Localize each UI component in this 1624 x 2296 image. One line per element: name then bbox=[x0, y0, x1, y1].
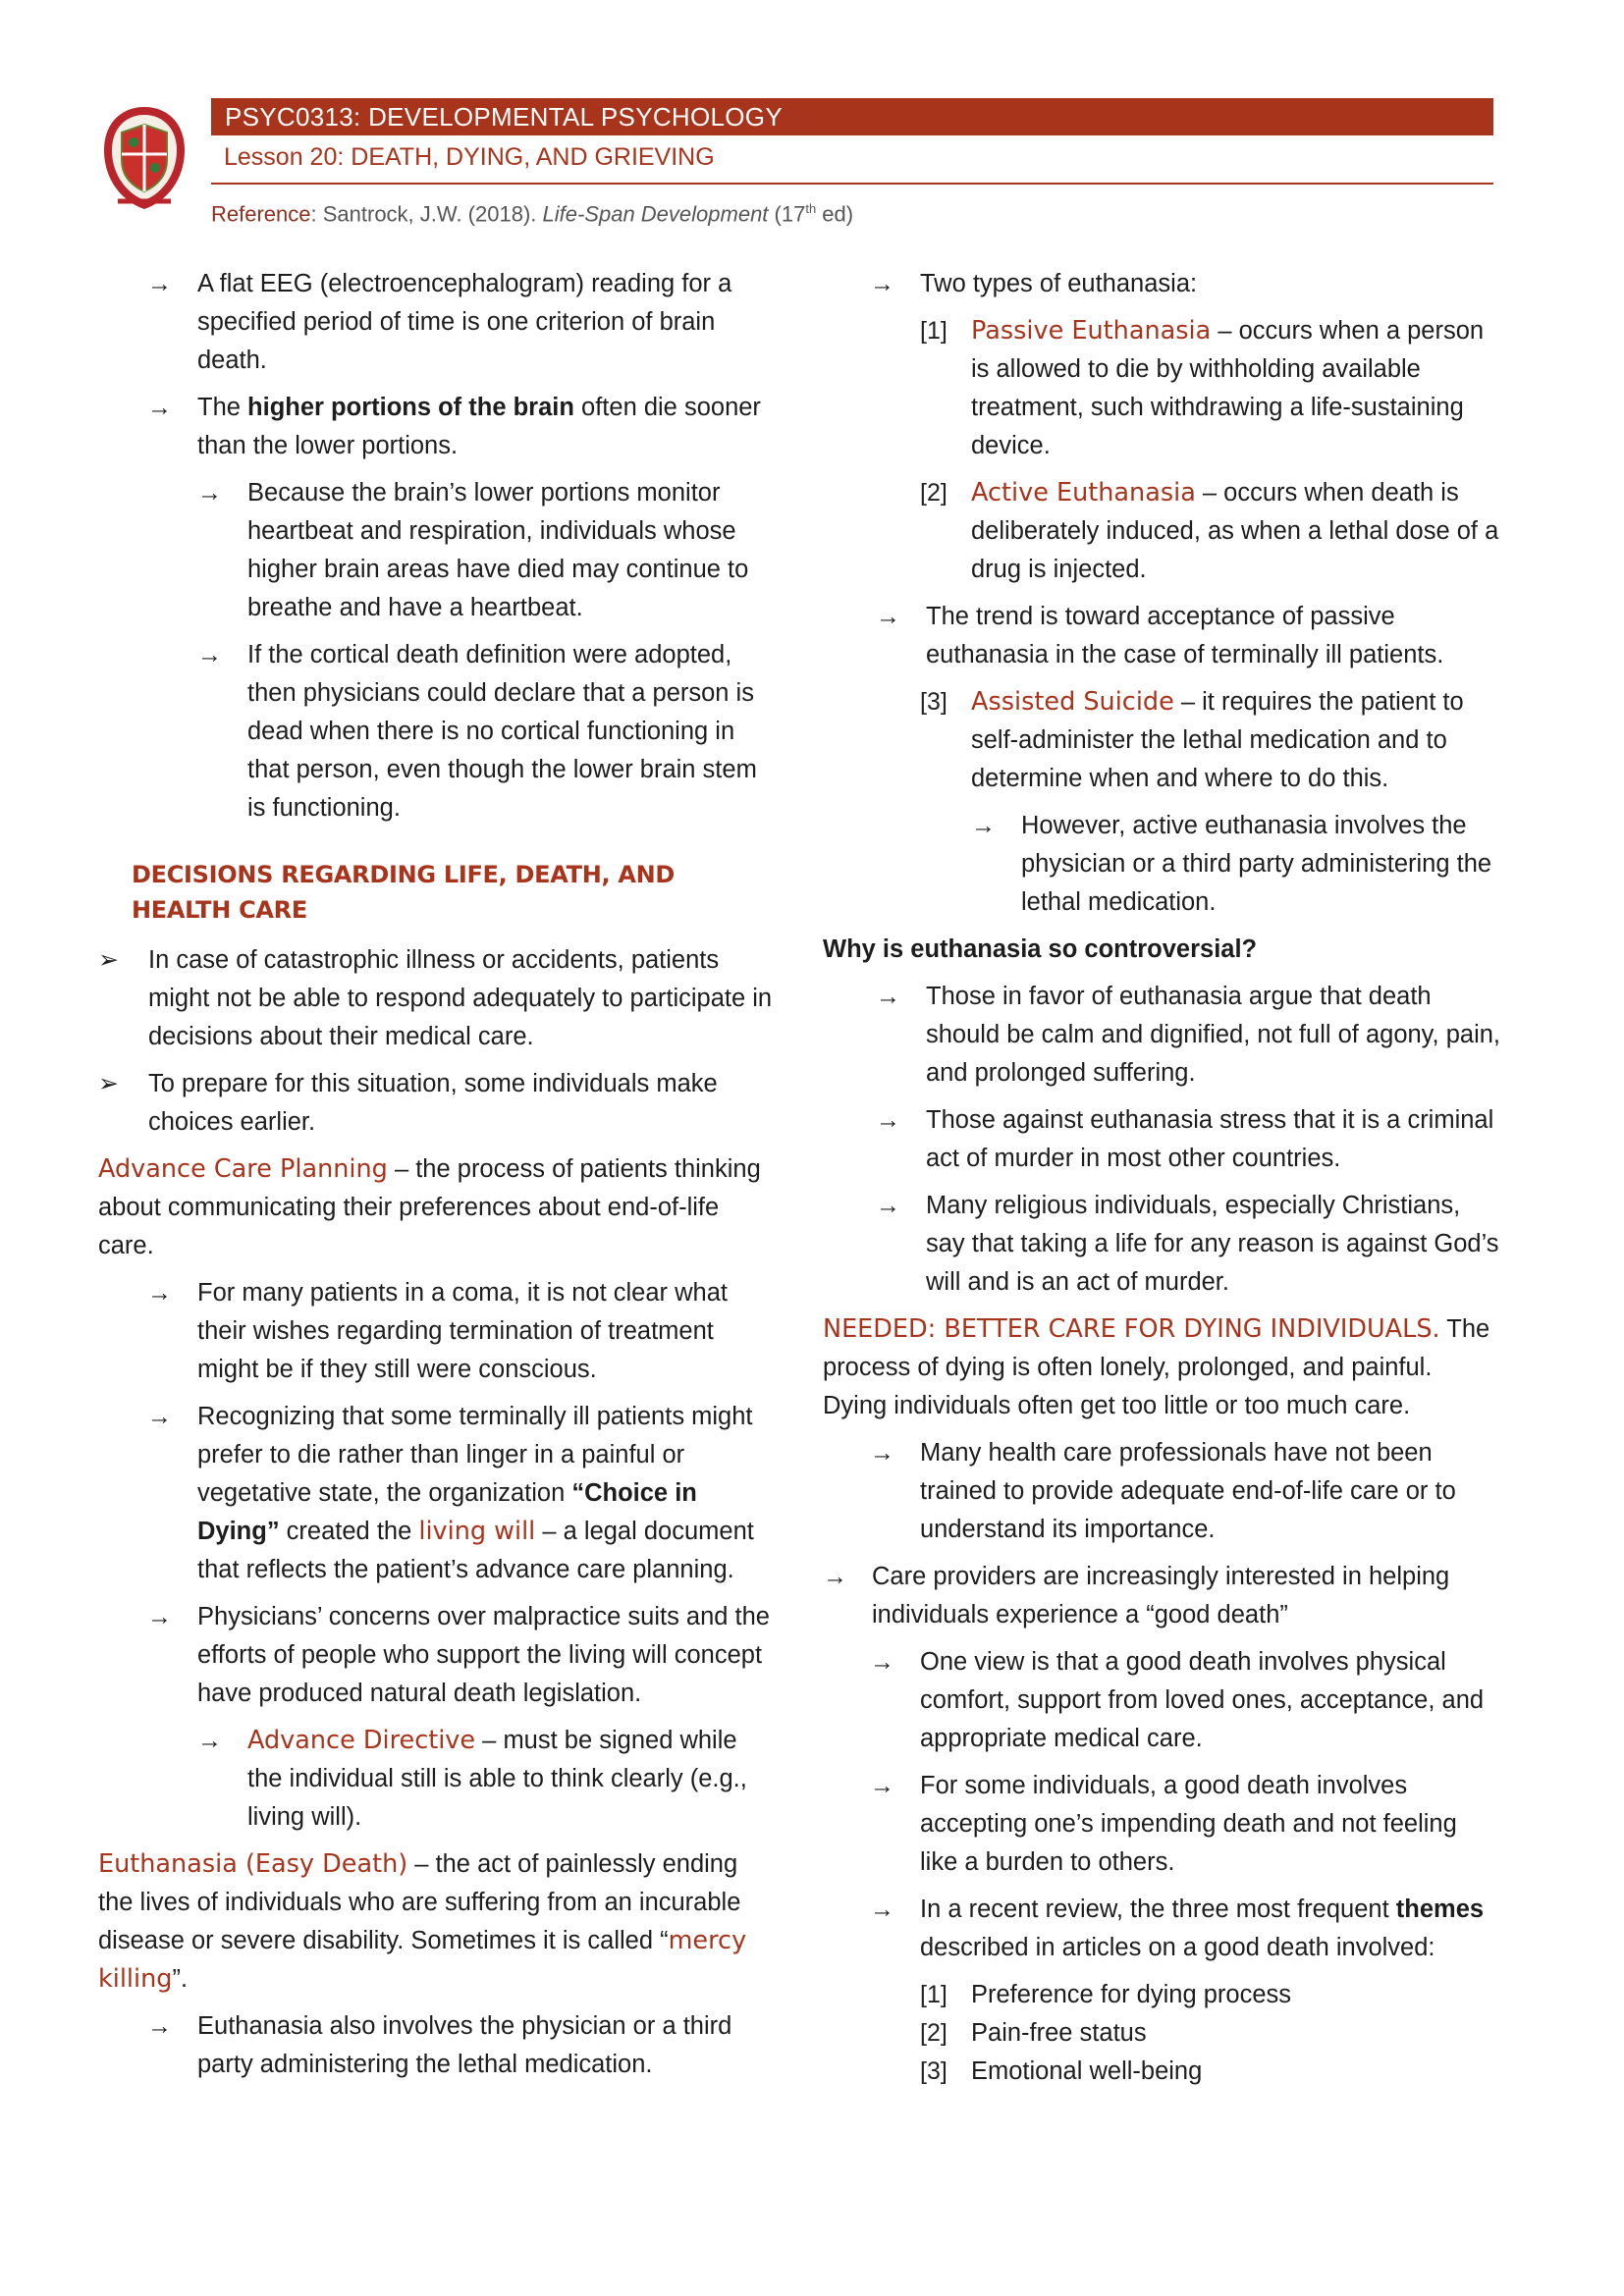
arrow-icon: → bbox=[870, 1896, 894, 1923]
list-item: → Those in favor of euthanasia argue that death should be calm and dignified, not full of agony, pain, and prolonged suffering. bbox=[823, 978, 1500, 1093]
item-number: [3] bbox=[920, 2057, 947, 2085]
arrow-icon: → bbox=[147, 1279, 172, 1307]
list-item: → Many religious individuals, especially Christians, say that taking a life for any reason is against God’s will and is an act of murder. bbox=[823, 1187, 1500, 1302]
numbered-item: [1] Passive Euthanasia – occurs when a person is allowed to die by withholding available treatment, such withdrawing a life-sustaining device. bbox=[823, 312, 1500, 465]
header-divider bbox=[211, 183, 1493, 185]
term-euthanasia: Euthanasia (Easy Death) bbox=[98, 1849, 408, 1879]
arrow-icon: → bbox=[197, 479, 222, 507]
term-needed-better-care: NEEDED: BETTER CARE FOR DYING INDIVIDUALS. bbox=[823, 1314, 1440, 1344]
section-heading: DECISIONS REGARDING LIFE, DEATH, AND HEALTH CARE bbox=[132, 861, 676, 924]
item-number: [1] bbox=[920, 1981, 947, 2008]
arrow-icon: → bbox=[197, 641, 222, 668]
list-item: → The higher portions of the brain often die sooner than the lower portions. bbox=[98, 389, 776, 465]
reference-label: Reference bbox=[211, 201, 311, 227]
course-title-bar: PSYC0313: DEVELOPMENTAL PSYCHOLOGY bbox=[211, 98, 1493, 135]
list-item: → Euthanasia also involves the physician or a third party administering the lethal medication. bbox=[98, 2007, 776, 2084]
arrow-icon: → bbox=[870, 1439, 894, 1467]
list-item: → A flat EEG (electroencephalogram) reading for a specified period of time is one criterion of brain death. bbox=[98, 265, 776, 380]
term-passive-euthanasia: Passive Euthanasia bbox=[971, 316, 1212, 346]
arrow-icon: → bbox=[870, 1772, 894, 1799]
arrow-icon: → bbox=[147, 1403, 172, 1430]
term-advance-care-planning: Advance Care Planning bbox=[98, 1154, 388, 1184]
reference-line: Reference: Santrock, J.W. (2018). Life-Span Development (17th ed) bbox=[211, 201, 854, 227]
list-item: → In a recent review, the three most frequent themes described in articles on a good death involved: bbox=[823, 1891, 1500, 1967]
term-active-euthanasia: Active Euthanasia bbox=[971, 478, 1196, 507]
list-item: → Advance Directive – must be signed while the individual still is able to think clearly (e.g., living will). bbox=[98, 1722, 776, 1837]
bullet-arrowhead-icon: ➢ bbox=[98, 1070, 119, 1097]
arrow-icon: → bbox=[971, 812, 996, 839]
arrow-icon: → bbox=[876, 603, 900, 630]
list-item: → Recognizing that some terminally ill patients might prefer to die rather than linger in a painful or vegetative state, the organization “Choice in Dying” created the living will – a legal document that reflects the patient’s advance care planning. bbox=[98, 1398, 776, 1589]
term-living-will: living will bbox=[418, 1517, 536, 1546]
arrow-icon: → bbox=[147, 2012, 172, 2040]
definition-paragraph: Euthanasia (Easy Death) – the act of painlessly ending the lives of individuals who are suffering from an incurable disease or severe disability. Sometimes it is called “mercy killing”. bbox=[98, 1849, 747, 1994]
arrow-icon: → bbox=[876, 1192, 900, 1219]
arrow-icon: → bbox=[823, 1563, 847, 1590]
item-number: [3] bbox=[920, 688, 947, 716]
list-item: ➢ To prepare for this situation, some individuals make choices earlier. bbox=[98, 1065, 776, 1142]
numbered-item: [2] Active Euthanasia – occurs when death is deliberately induced, as when a lethal dose of a drug is injected. bbox=[823, 474, 1500, 589]
arrow-icon: → bbox=[147, 394, 172, 421]
list-item: → Care providers are increasingly interested in helping individuals experience a “good death” bbox=[823, 1558, 1500, 1634]
item-number: [1] bbox=[920, 317, 947, 345]
right-column bbox=[823, 265, 1500, 2091]
list-item: → Two types of euthanasia: bbox=[823, 265, 1500, 303]
term-mercy-killing: mercy killing bbox=[98, 1926, 747, 1994]
term-advance-directive: Advance Directive bbox=[247, 1726, 476, 1755]
definition-paragraph: Advance Care Planning – the process of patients thinking about communicating their preferences about end-of-life care. bbox=[98, 1154, 761, 1259]
list-item: → Because the brain’s lower portions monitor heartbeat and respiration, individuals whose higher brain areas have died may continue to breathe and have a heartbeat. bbox=[98, 474, 776, 627]
item-number: [2] bbox=[920, 2019, 947, 2047]
list-item: → One view is that a good death involves physical comfort, support from loved ones, acceptance, and appropriate medical care. bbox=[823, 1643, 1500, 1758]
arrow-icon: → bbox=[876, 1106, 900, 1134]
reference-book-title: Life-Span Development bbox=[542, 201, 769, 227]
arrow-icon: → bbox=[197, 1727, 222, 1754]
lesson-title: Lesson 20: DEATH, DYING, AND GRIEVING bbox=[224, 143, 715, 171]
numbered-item: [3] Emotional well-being bbox=[823, 2053, 1500, 2091]
numbered-item: [2] Pain-free status bbox=[823, 2014, 1500, 2053]
arrow-icon: → bbox=[147, 1603, 172, 1630]
university-seal-icon bbox=[98, 103, 190, 213]
term-assisted-suicide: Assisted Suicide bbox=[971, 687, 1174, 717]
bullet-arrowhead-icon: ➢ bbox=[98, 946, 119, 974]
arrow-icon: → bbox=[147, 270, 172, 297]
list-item: ➢ In case of catastrophic illness or accidents, patients might not be able to respond adequately to participate in decisions about their medical care. bbox=[98, 941, 776, 1056]
numbered-item: [1] Preference for dying process bbox=[823, 1976, 1500, 2014]
list-item: → Physicians’ concerns over malpractice suits and the efforts of people who support the living will concept have produced natural death legislation. bbox=[98, 1598, 776, 1713]
list-item: → The trend is toward acceptance of passive euthanasia in the case of terminally ill patients. bbox=[823, 598, 1500, 674]
item-number: [2] bbox=[920, 479, 947, 507]
list-item: → If the cortical death definition were adopted, then physicians could declare that a person is dead when there is no cortical functioning in that person, even though the lower brain stem is functioning. bbox=[98, 636, 776, 828]
arrow-icon: → bbox=[870, 1648, 894, 1676]
question-heading: Why is euthanasia so controversial? bbox=[823, 935, 1258, 963]
arrow-icon: → bbox=[876, 983, 900, 1010]
list-item: → For many patients in a coma, it is not clear what their wishes regarding termination of treatment might be if they still were conscious. bbox=[98, 1274, 776, 1389]
list-item: → Many health care professionals have not been trained to provide adequate end-of-life care or to understand its importance. bbox=[823, 1434, 1500, 1549]
definition-paragraph: NEEDED: BETTER CARE FOR DYING INDIVIDUALS. The process of dying is often lonely, prolonged, and painful. Dying individuals often get too little or too much care. bbox=[823, 1314, 1490, 1419]
list-item: → However, active euthanasia involves the physician or a third party administering the lethal medication. bbox=[823, 807, 1500, 922]
left-column bbox=[98, 265, 776, 2093]
arrow-icon: → bbox=[870, 270, 894, 297]
list-item: → For some individuals, a good death involves accepting one’s impending death and not feeling like a burden to others. bbox=[823, 1767, 1500, 1882]
numbered-item: [3] Assisted Suicide – it requires the patient to self-administer the lethal medication and to determine when and where to do this. bbox=[823, 683, 1500, 798]
list-item: → Those against euthanasia stress that it is a criminal act of murder in most other countries. bbox=[823, 1101, 1500, 1178]
